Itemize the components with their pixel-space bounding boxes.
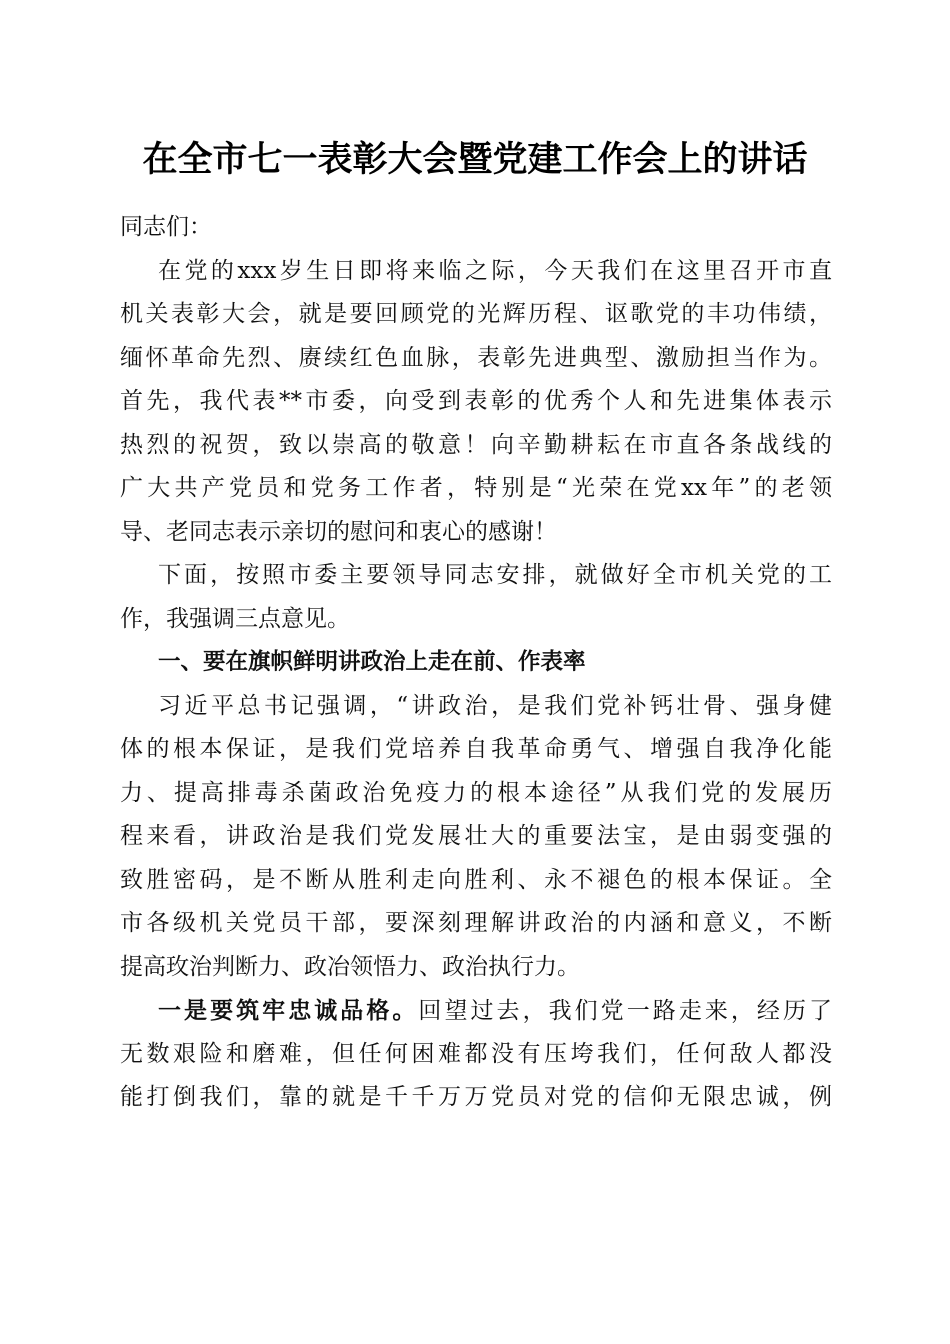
paragraph-line: 体的根本保证，是我们党培养自我革命勇气、增强自我净化能 — [120, 736, 832, 762]
paragraph-line: 致胜密码，是不断从胜利走向胜利、永不褪色的根本保证。全 — [120, 866, 832, 893]
paragraph-line: 市各级机关党员干部，要深刻理解讲政治的内涵和意义，不断 — [120, 910, 832, 936]
paragraph-line: 导、老同志表示亲切的慰问和衷心的感谢！ — [120, 518, 557, 545]
paragraph-line: 无数艰险和磨难，但任何困难都没有压垮我们，任何敌人都没 — [120, 1040, 832, 1067]
paragraph-line: 热烈的祝贺，致以崇高的敬意！向辛勤耕耘在市直各条战线的 — [120, 431, 832, 458]
paragraph-line: 下面，按照市委主要领导同志安排，就做好全市机关党的工 — [158, 562, 832, 588]
paragraph-line: 习近平总书记强调，“讲政治，是我们党补钙壮骨、强身健 — [158, 692, 832, 719]
paragraph-line: 提高玫治判断力、政冶领悟力、政治执行力。 — [120, 953, 580, 980]
document-body — [120, 206, 832, 1120]
salutation: 同志们： — [120, 214, 212, 240]
paragraph-line: 首先，我代表**市委，向受到表彰的优秀个人和先进集体表示 — [120, 388, 832, 414]
paragraph-line — [120, 989, 832, 1033]
document-title: 在全市七一表彰大会暨党建工作会上的讲话 — [142, 139, 808, 180]
paragraph-line: 广大共产党员和党务工作者，特别是“光荣在党xx年”的老领 — [120, 475, 832, 501]
paragraph-line: 程来看，讲政治是我们党发展壮大的重要法宝，是由弱变强的 — [120, 823, 832, 849]
paragraph-line: 机关表彰大会，就是要回顾党的光辉历程、讴歌党的丰功伟绩， — [120, 301, 832, 327]
paragraph-line: 在党的xxx岁生日即将来临之际，今天我们在这里召开市直 — [158, 257, 832, 284]
paragraph-line: 力、提高排毒杀菌政治免疫力的根本途径”从我们党的发展历 — [120, 779, 832, 806]
paragraph-lead: 一是要筑牢忠诚品格。 — [158, 997, 419, 1024]
paragraph-line-rest: 回望过去，我们党一路走来，经历了 — [418, 998, 833, 1024]
paragraph-line: 作，我强调三点意见。 — [120, 605, 350, 632]
section-heading: 一、要在旗帜鲜明讲政治上走在前、作表率 — [158, 649, 586, 675]
paragraph-line: 缅怀革命先烈、赓续红色血脉，表彰先进典型、激励担当作为。 — [120, 344, 832, 371]
paragraph-line: 能打倒我们，靠的就是千千万万党员对党的信仰无限忠诚，例 — [120, 1084, 832, 1110]
